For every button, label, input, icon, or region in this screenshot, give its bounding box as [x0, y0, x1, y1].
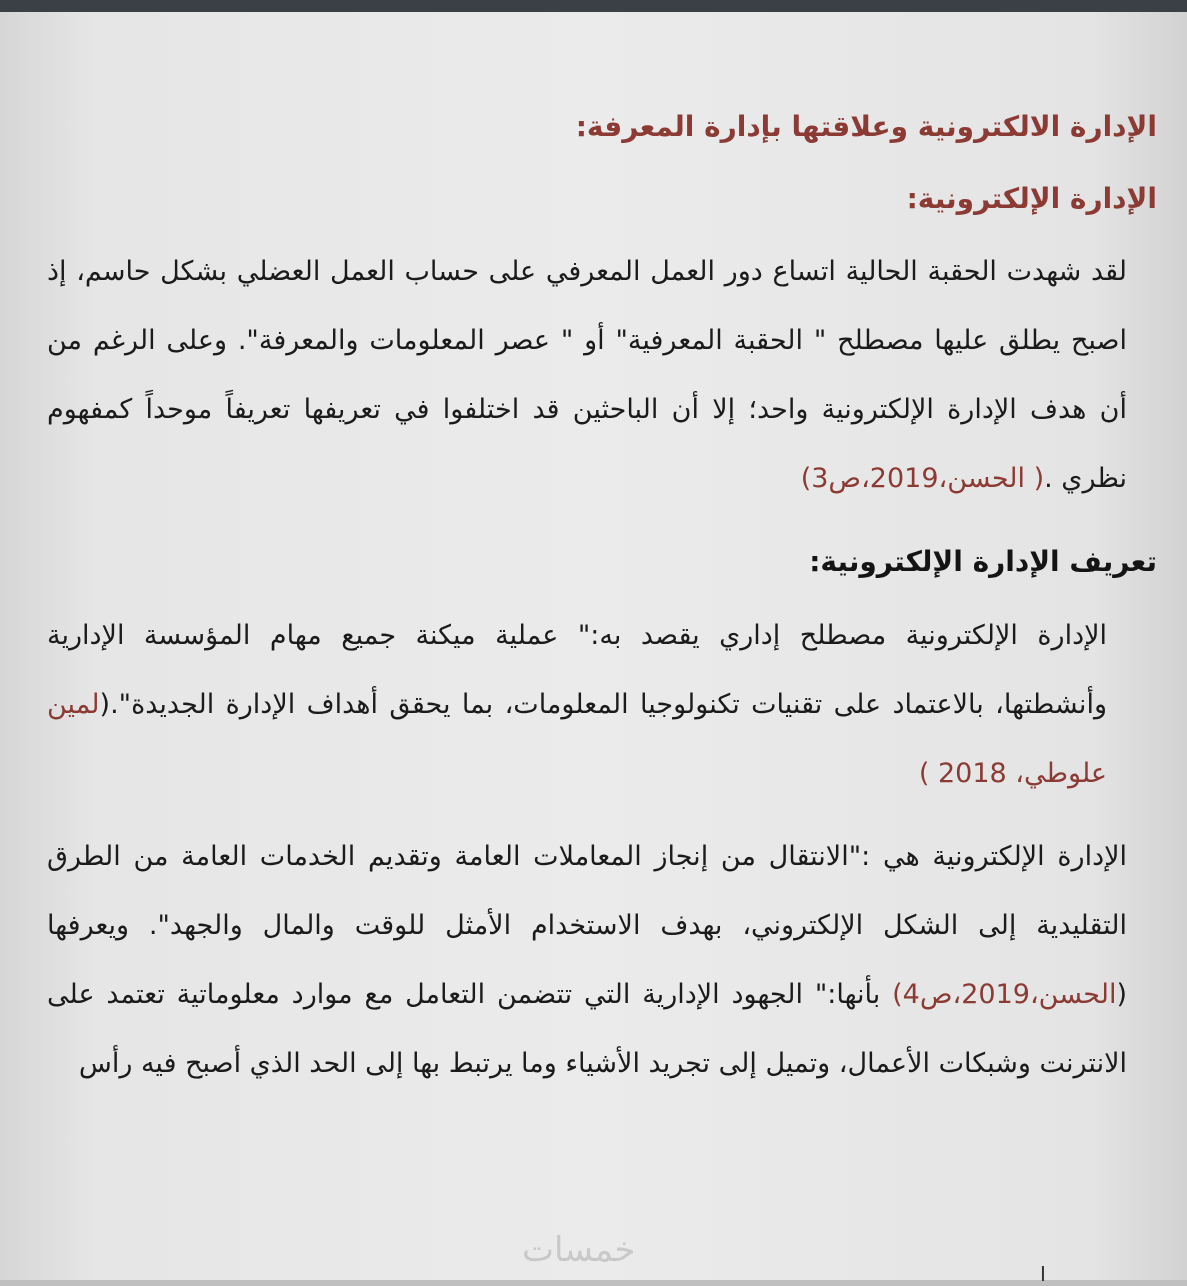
paragraph-definition-2	[47, 822, 1157, 1098]
paragraph-definition-text: الإدارة الإلكترونية مصطلح إداري يقصد به:" عملية ميكنة جميع مهام المؤسسة الإدارية وأنشطتها، بالاعتماد على تقنيات تكنولوجيا المعلومات، بما يحقق أهداف الإدارة الجديدة".(	[47, 619, 1107, 720]
sub-heading: الإدارة الإلكترونية:	[906, 181, 1157, 215]
main-heading: الإدارة الالكترونية وعلاقتها بإدارة المعرفة:	[575, 110, 1157, 143]
document-body	[47, 92, 1157, 1098]
section-title: تعريف الإدارة الإلكترونية:	[809, 545, 1157, 579]
paragraph-definition-2-text-after: بأنها:" الجهود الإدارية التي تتضمن التعامل مع موارد معلوماتية تعتمد على الانترنت وشبكات الأعمال، وتميل إلى تجريد الأشياء وما يرتبط بها إلى الحد الذي أصبح فيه رأس	[47, 978, 1127, 1079]
watermark-logo: خمسات	[522, 1230, 636, 1270]
document-page	[0, 12, 1187, 1280]
text-cursor-icon: I	[1040, 1262, 1046, 1286]
window-top-bar	[0, 0, 1187, 12]
citation-2: لمين علوطي، 2018 )	[47, 688, 1107, 789]
paragraph-intro	[47, 237, 1157, 513]
citation-1: ( الحسن،2019،ص3)	[800, 463, 1045, 495]
paragraph-definition-2-text-before: الإدارة الإلكترونية هي :"الانتقال من إنجاز المعاملات العامة وتقديم الخدمات العامة من الطرق التقليدية إلى الشكل الإلكتروني، بهدف الاستخدام الأمثل للوقت والمال والجهد". ويعرفها (	[47, 840, 1127, 1010]
paragraph-intro-text: لقد شهدت الحقبة الحالية اتساع دور العمل المعرفي على حساب العمل العضلي بشكل حاسم، إذ اصبح يطلق عليها مصطلح " الحقبة المعرفية" أو " عصر المعلومات والمعرفة". وعلى الرغم من أن هدف الإدارة الإلكترونية واحد؛ إلا أن الباحثين قد اختلفوا في تعريفها تعريفاً موحداً كمفهوم نظري .	[47, 256, 1127, 495]
paragraph-definition	[47, 601, 1157, 808]
citation-3: الحسن،2019،ص4)	[892, 978, 1117, 1010]
